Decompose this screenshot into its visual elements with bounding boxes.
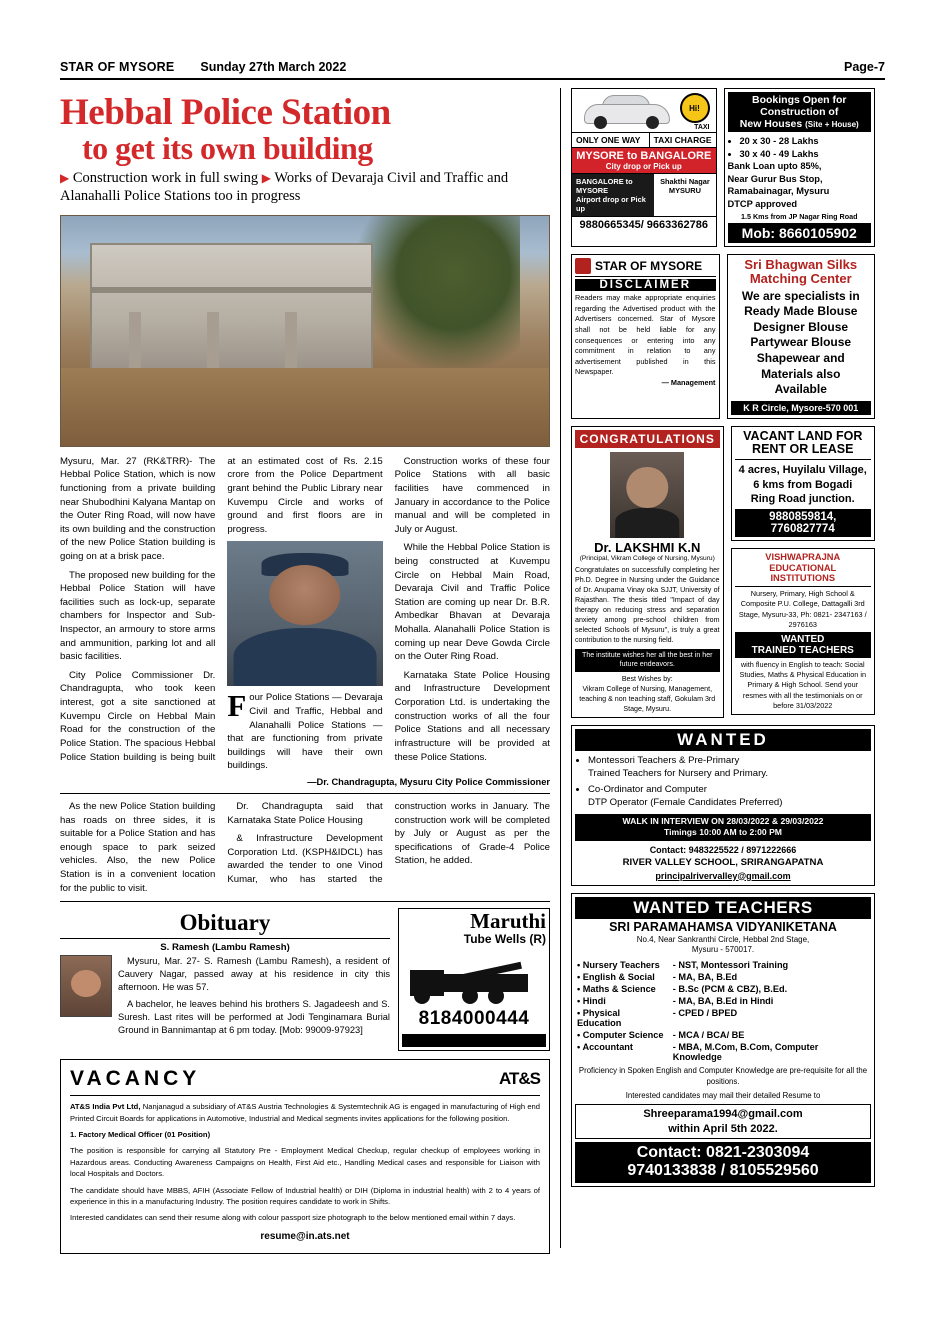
obituary-block xyxy=(60,908,390,1051)
obituary-text xyxy=(118,955,390,1041)
table-row xyxy=(575,959,871,971)
address-line-2: Mysuru - 570017. xyxy=(691,945,755,955)
wanted-walkin-timings: Timings 10:00 AM to 2:00 PM xyxy=(664,827,782,838)
qual-cell: - MBA, M.Com, B.Com, Computer Knowledge xyxy=(672,1041,819,1062)
masthead xyxy=(60,60,885,80)
hi-badge: Hi! xyxy=(680,93,710,123)
drop-cap: F xyxy=(227,688,247,724)
taxi-route-band xyxy=(572,148,716,173)
vacant-land-body xyxy=(735,463,872,506)
page-number: Page-7 xyxy=(844,60,885,74)
vacancy-intro xyxy=(70,1101,540,1124)
vacancy-intro-text: Nanjanagud a subsidiary of AT&S Austria Technologies & Systemtechnik AG is engaged in manufacturing of High end Printed Circuit Boards for applications in Automotive, Industrial and Medical segments invites applications for the following position. xyxy=(70,1102,541,1123)
photo-ground xyxy=(61,368,549,446)
story-paragraph: The proposed new building for the Hebbal Police Station will have facilities such as lock-up, separate chambers for Inspector and Sub-Inspector, an armoury to store arms and ammunition, parking lot and all basic facilities. xyxy=(60,569,216,663)
post-cell: • Physical Education xyxy=(577,1007,622,1028)
wanted-email[interactable]: principalrivervalley@gmail.com xyxy=(655,870,791,881)
story-columns-lower xyxy=(60,800,550,895)
silks-line: Available xyxy=(774,382,827,397)
vacant-land-head-2: RENT OR LEASE xyxy=(752,442,854,457)
obituary-name: S. Ramesh (Lambu Ramesh) xyxy=(160,942,290,954)
classified-column xyxy=(560,88,875,1248)
story-paragraph: Karnataka State Police Housing and Infrastructure Development Corporation Ltd. is undertaking the construction works of all the four Police Stations and all necessary infrastructure will be provided at these Police Stations. xyxy=(394,669,550,763)
wanted-school: RIVER VALLEY SCHOOL, SRIRANGAPATNA xyxy=(622,857,824,869)
vacancy-title: VACANCY xyxy=(70,1067,201,1091)
taxi-route-sub: City drop or Pick up xyxy=(605,162,682,171)
silks-line: Materials also xyxy=(761,366,841,381)
maruthi-tubewells-ad[interactable] xyxy=(398,908,550,1051)
vacant-land-heading xyxy=(735,430,872,461)
officer-photo xyxy=(227,541,382,686)
silks-address: K R Circle, Mysore-570 001 xyxy=(731,401,872,415)
qual-cell: - NST, Montessori Training xyxy=(672,959,789,970)
wanted-item-1b: Trained Teachers xyxy=(588,768,662,780)
bookings-list xyxy=(728,135,872,210)
vishwaprajna-head-2: INSTITUTIONS xyxy=(770,573,836,584)
silks-title-1: Sri Bhagwan Silks xyxy=(744,257,858,273)
silks-title-2: Matching Center xyxy=(749,270,852,286)
address-line-1: No.4, Near Sankranthi Circle, Hebbal 2nd Stage, xyxy=(636,934,810,944)
emblem-icon xyxy=(575,258,591,274)
subheadline xyxy=(60,170,550,209)
qual-cell: - MCA / BCA/ BE xyxy=(672,1029,745,1040)
vishwaprajna-heading xyxy=(735,552,872,587)
wanted-teachers-email[interactable]: Shreeparama1994@gmail.com xyxy=(643,1108,803,1121)
congrats-strip: The institute wishes her all the best in her future endeavors. xyxy=(575,649,720,672)
story-paragraph: & Infrastructure Development Corporation Ltd. (KSPH&IDCL) has awarded the tender to one Vinod Kumar, who has started the construction works in January. The construction work will be completed by July or August as per the specifications of Grade-4 Police Station, he added. xyxy=(227,801,550,886)
wanted-teachers-note-1: Proficiency in Spoken English and Computer Knowledge are pre-requisite for all the positions. xyxy=(578,1065,868,1086)
bookings-head-2: Construction of xyxy=(760,106,839,118)
triangle-icon-2: ▶ xyxy=(261,171,271,186)
story-body xyxy=(60,455,550,896)
vishwaprajna-wanted xyxy=(735,632,872,658)
ats-vacancy-ad[interactable] xyxy=(60,1059,550,1254)
taxi-ad[interactable] xyxy=(571,88,717,247)
bookings-head-1: Bookings Open for xyxy=(752,94,847,106)
maruthi-phone[interactable]: 8184000444 xyxy=(418,1008,530,1030)
obituary-paragraph: Mysuru, Mar. 27- S. Ramesh (Lambu Ramesh), a resident of Cauvery Nagar, passed away at his residence in city this afternoon. He was 57. xyxy=(118,956,390,993)
officer-face xyxy=(269,565,340,626)
disclaimer-brand: STAR OF MYSORE xyxy=(595,259,703,274)
silks-line: Designer Blouse xyxy=(753,319,849,334)
ads-row-3 xyxy=(571,426,875,726)
vacancy-para: The position is responsible for carrying all Statutory Pre - Employment Medical Checkup, regular checkup of employees working in Hazardous areas. Conducting Awareness Campaigns on Health, First Aid etc., Handling Medical cases and responsible for Liaison with local Hospitals and Doctors. xyxy=(70,1146,540,1179)
sri-bhagwan-silks-ad[interactable] xyxy=(727,254,876,418)
vishwaprajna-wanted-2: TRAINED TEACHERS xyxy=(751,644,854,656)
obituary-photo xyxy=(60,955,112,1017)
vacant-land-line: 6 kms from Bogadi xyxy=(753,478,853,491)
obituary-paragraph: A bachelor, he leaves behind his brothers S. Jagadeesh and S. Suresh. Last rites will be performed at Jodi Tenginamara Burial Ground in Bannimantap at 6 pm today. [Mob: 99009-97923] xyxy=(118,999,390,1036)
story-lead xyxy=(227,688,383,773)
newspaper-page xyxy=(60,60,885,1275)
post-cell: • English & Social xyxy=(577,971,655,982)
officer-uniform xyxy=(234,628,377,686)
disclaimer-title: DISCLAIMER xyxy=(575,279,716,291)
wanted-teachers-ad[interactable] xyxy=(571,893,875,1187)
story-paragraph: As the new Police Station building has roads on three sides, it is suitable for a Police Station and has enough space to park seized vehicles. Also, the new Police Station is in a convenient location for the public to visit. xyxy=(60,801,216,894)
subhead-c: and Traffic and Alanahalli Police Stations too in progress xyxy=(60,170,509,205)
taxi-return-title: BANGALORE to MYSORE xyxy=(576,177,633,195)
wanted-teachers-heading: WANTED TEACHERS xyxy=(575,897,871,919)
vishwaprajna-body: Nursery, Primary, High School & Composite P.U. College, Dattagalli 3rd Stage, Mysuru-33, Ph: 0821- 2347163 / 2976163 xyxy=(738,589,867,629)
taxi-return-sub: Airport drop or Pick up xyxy=(576,195,646,213)
vacancy-company: AT&S India Pvt Ltd, xyxy=(70,1102,141,1112)
triangle-icon: ▶ xyxy=(60,171,70,186)
maruthi-name: Maruthi xyxy=(470,909,546,934)
congrats-body: Congratulates on successfully completing her Ph.D. Degree in Nursing under the Guidance of Dr. Anupama Vinay oka SJJT, University of Rajasthan. The thesis titled "Impact of day therapy on reducing stress and separation anxiety among pre-school children from selected Schools of Mysuru", is truly a great contribution to the nursing field. xyxy=(575,566,720,644)
taxi-location xyxy=(654,174,715,216)
wanted-teachers-deadline: within April 5th 2022. xyxy=(668,1122,778,1135)
wanted-teachers-phone-2[interactable]: 9740133838 / 8105529560 xyxy=(627,1162,819,1180)
list-item: Bank Loan upto 85%, xyxy=(727,161,822,172)
story-paragraph: While the Hebbal Police Station is being constructed at Kuvempu Circle on Hebbal Main Road, Devaraja Civil and Traffic Police Station are coming up near Dr. B.R. Ambedkar Bhavan at Devaraja Mohalla. Alanahalli Police Station is coming up near Deve Gowda Circle on the Outer Ring Road. xyxy=(394,542,550,663)
wanted-walkin-dates: WALK IN INTERVIEW ON 28/03/2022 & 29/03/2022 xyxy=(622,816,824,827)
table-row xyxy=(575,971,871,983)
post-cell: • Hindi xyxy=(577,995,606,1006)
silks-line: We are specialists in xyxy=(741,288,860,303)
congratulations-ad xyxy=(571,426,724,719)
divider-2 xyxy=(60,901,550,902)
taxi-charge-label: TAXI CHARGE xyxy=(653,135,712,145)
page-grid xyxy=(60,88,885,1248)
vishwaprajna-head-1: VISHWAPRAJNA EDUCATIONAL xyxy=(765,552,841,573)
taxi-phone[interactable]: 9880665345/ 9663362786 xyxy=(572,216,716,233)
headline-line-2: to get its own building xyxy=(82,129,373,166)
story-paragraph: Mysuru, Mar. 27 (RK&TRR)- The Hebbal Police Station, which is now functioning from a private building near Shubodhini Kalyana Mantap on the Outer Ring Road, will now have its own building and the construction of the new Police Station building is going on at a brisk pace. xyxy=(60,455,216,562)
maruthi-sub: Tube Wells (R) xyxy=(463,932,546,947)
vacancy-position: 1. Factory Medical Officer (01 Position) xyxy=(70,1130,211,1140)
silks-line: Partywear Blouse xyxy=(750,335,852,350)
qual-cell: - B.Sc (PCM & CBZ), B.Ed. xyxy=(672,983,788,994)
divider xyxy=(60,793,550,794)
table-row xyxy=(575,983,871,995)
post-cell: • Accountant xyxy=(577,1041,633,1052)
story-paragraph: Dr. Chandragupta said that Karnataka State Police Housing xyxy=(227,801,383,826)
disclaimer-ad xyxy=(571,254,720,418)
qual-cell: - MA, BA, B.Ed in Hindi xyxy=(672,995,774,1006)
taxi-label: TAXI xyxy=(694,124,710,131)
wanted-contact-phone[interactable]: Contact: 9483225522 / 8971222666 xyxy=(649,844,797,855)
ads-row-1 xyxy=(571,88,875,254)
vacant-land-ad[interactable] xyxy=(731,426,876,541)
wanted-teachers-table xyxy=(575,959,871,1063)
congrats-wish-title: Best Wishes by: xyxy=(621,674,673,683)
taxi-oneway-left: ONLY ONE WAY xyxy=(572,133,650,147)
vacant-land-line: 4 acres, Huyilalu Village, xyxy=(738,464,867,477)
vishwaprajna-ad[interactable] xyxy=(731,548,876,715)
ats-logo: AT&S xyxy=(498,1069,540,1089)
wanted-walkin xyxy=(575,814,871,840)
vacancy-para: Interested candidates can send their resume along with colour passport size photograph to the below mentioned email within 7 days. xyxy=(70,1213,516,1223)
headline-line-1: Hebbal Police Station xyxy=(60,92,391,133)
wanted-teachers-org: SRI PARAMAHAMSA VIDYANIKETANA xyxy=(609,920,837,935)
obituary-title: Obituary xyxy=(60,910,390,939)
story-byline: —Dr. Chandragupta, Mysuru City Police Commissioner xyxy=(307,777,550,788)
silks-line: Ready Made Blouse xyxy=(744,304,858,319)
wanted-heading: WANTED xyxy=(575,729,871,751)
obituary-and-ad xyxy=(60,908,550,1051)
bookings-heading xyxy=(728,92,872,132)
house-construction-ad[interactable] xyxy=(724,88,876,247)
bookings-head-3b: (Site + House) xyxy=(805,120,859,129)
congrats-portrait xyxy=(610,452,684,538)
list-item: • 30 x 40 - 49 Lakhs xyxy=(740,148,872,161)
post-cell: • Computer Science xyxy=(577,1029,664,1040)
maruthi-bar xyxy=(402,1034,546,1047)
vacant-land-head-1: VACANT LAND FOR xyxy=(743,428,863,443)
story-paragraph: Construction works of these four Police Stations with all basic facilities have commenced in January in accordance to the Police manual and will be completed in July or August. xyxy=(394,455,550,535)
table-row xyxy=(575,995,871,1007)
wanted-list xyxy=(575,755,871,810)
list-item: Near Gurur Bus Stop, xyxy=(727,173,823,184)
wanted-item-1c: for Nursery and Primary. xyxy=(661,768,769,780)
congrats-name: Dr. LAKSHMI K.N xyxy=(594,539,701,555)
disclaimer-body: Readers may make appropriate enquiries regarding the Advertised product with the Advertisers concerned. Star of Mysore shall not be held liable for any consequences or entering into any commitment in relation to any advertisement published in this Newspaper. xyxy=(575,293,716,377)
qual-cell: - CPED / BPED xyxy=(672,1007,738,1018)
story-paragraph: City Police Commissioner Dr. Chandragupta, who took keen interest, got a site sanctioned at Kuvempu Circle on Hebbal Main Road for the construction of the Police Station. The spacious Hebbal Police Station building is being built at an estimated cost of Rs. 2.15 crore from the Police Department grant behind the Public Library near Kuvempu Circle and works of ground and first floors are in progress. xyxy=(60,455,383,763)
taxi-route-title: MYSORE to BANGALORE xyxy=(576,150,712,162)
list-item: • 20 x 30 - 28 Lakhs xyxy=(740,135,872,148)
wanted-teachers-phonebox[interactable] xyxy=(575,1142,871,1183)
table-row xyxy=(575,1029,871,1041)
issue-date: Sunday 27th March 2022 xyxy=(200,60,347,74)
river-valley-wanted-ad[interactable] xyxy=(571,725,875,886)
paper-name: STAR OF MYSORE xyxy=(60,60,175,74)
congrats-heading: CONGRATULATIONS xyxy=(575,430,720,448)
wanted-item-2b: DTP Operator xyxy=(588,797,648,809)
page-title xyxy=(60,94,550,164)
post-cell: • Nursery Teachers xyxy=(577,959,660,970)
car-icon xyxy=(572,89,716,133)
vacant-land-phone[interactable]: 9880859814, 7760827774 xyxy=(735,509,872,537)
bookings-fine-print: 1.5 Kms from JP Nagar Ring Road xyxy=(741,212,858,222)
drilling-rig-icon xyxy=(402,948,546,1006)
list-item: Ramabainagar, Mysuru xyxy=(727,186,830,197)
wanted-teachers-mailbox[interactable] xyxy=(575,1104,871,1139)
subhead-a: Construction work in full swing xyxy=(72,170,259,187)
silks-body xyxy=(731,289,872,398)
post-cell: • Maths & Science xyxy=(577,983,656,994)
vacancy-para: The candidate should have MBBS, AFIH (Associate Fellow of Industrial health) or DIH (Diploma in industrial health) with 2 to 4 years of experience in this in a manufacturing Industry. The position requires candidate to work in Shifts. xyxy=(70,1185,540,1206)
wanted-contact xyxy=(575,844,871,883)
ads-row-2 xyxy=(571,254,875,425)
vishwaprajna-body-2: with fluency in English to teach: Social Studies, Maths & Physical Education in Primary & High School. Send your resmes with all the testimonials on or before 31/03/2022 xyxy=(739,659,867,710)
story-columns xyxy=(60,455,550,773)
wanted-item-2a: Co-Ordinator and Computer xyxy=(588,784,707,796)
main-photo xyxy=(60,215,550,447)
wanted-item-1a: Montessori Teachers & Pre-Primary xyxy=(588,755,740,767)
vacancy-email[interactable]: resume@in.ats.net xyxy=(260,1230,350,1242)
taxi-return-route xyxy=(572,174,654,216)
list-item xyxy=(588,784,871,810)
table-row xyxy=(575,1041,871,1063)
list-item xyxy=(588,755,871,781)
wanted-item-2c: (Female Candidates Preferred) xyxy=(647,797,783,809)
editorial-column xyxy=(60,88,560,1248)
bookings-phone[interactable]: Mob: 8660105902 xyxy=(728,223,872,243)
story-lead-text: our Police Stations — Devaraja Civil and Traffic, Hebbal and Alanahalli Police Stations — that are functioning from private buildings will have their own buildings. xyxy=(227,692,383,772)
list-item: DTCP approved xyxy=(727,198,798,209)
congrats-designation: (Principal, Vikram College of Nursing, Mysuru) xyxy=(579,554,715,562)
bookings-head-3: New Houses xyxy=(739,118,803,130)
disclaimer-sign: — Management xyxy=(661,377,716,387)
taxi-city: MYSURU xyxy=(668,186,701,195)
silks-line: Shapewear and xyxy=(756,350,845,365)
qual-cell: - MA, BA, B.Ed xyxy=(672,971,738,982)
taxi-locality: Shakthi Nagar xyxy=(660,177,710,186)
photo-tree xyxy=(354,215,520,372)
wanted-teachers-note-2: Interested candidates may mail their detailed Resume to xyxy=(625,1090,821,1100)
wanted-teachers-address xyxy=(575,935,871,956)
congrats-wish: Vikram College of Nursing, Management, teaching & non teaching staff, Gokulam 3rd Stage, Mysuru. xyxy=(579,684,716,713)
table-row xyxy=(575,1007,871,1029)
vacant-land-line: Ring Road junction. xyxy=(750,492,855,505)
subhead-b: Works of Devaraja Civil xyxy=(274,170,417,187)
vishwaprajna-wanted-1: WANTED xyxy=(781,633,825,645)
wanted-teachers-phone-1[interactable]: Contact: 0821-2303094 xyxy=(636,1144,810,1162)
